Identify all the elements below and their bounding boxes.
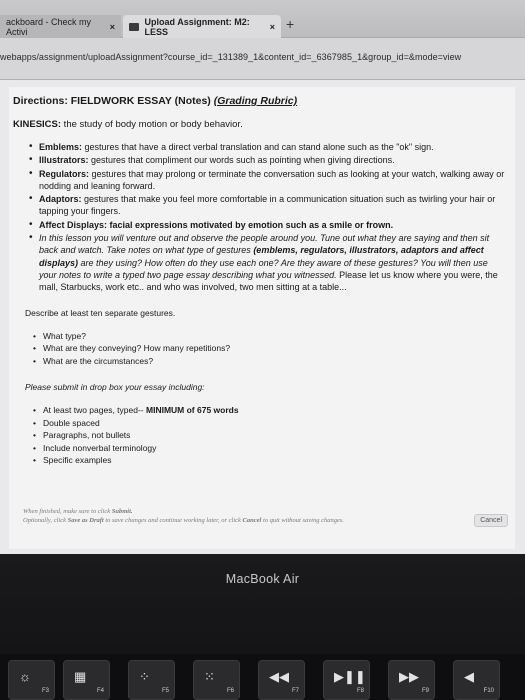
keyboard-light-down-icon: ⁘ (139, 669, 150, 684)
question-list (33, 330, 507, 368)
key-label: F6 (226, 688, 234, 694)
hint-text: When finished, make sure to click (23, 508, 112, 515)
url-text[interactable]: webapps/assignment/uploadAssignment?course_id=_131389_1&content_id=_6367985_1&group_id=&mode=view (0, 52, 462, 62)
key-label: F5 (161, 688, 169, 694)
hint-emphasis: Submit. (111, 508, 133, 515)
rewind-icon: ◀◀ (269, 669, 289, 684)
key-f9[interactable] (388, 660, 435, 700)
list-item: • What are they conveying? How many repetitions? (33, 342, 507, 355)
term: Illustrators: (39, 155, 89, 166)
term: Affect Displays: (39, 219, 108, 230)
address-bar[interactable] (0, 38, 525, 80)
key-label: F8 (356, 688, 364, 694)
list-item: • Include nonverbal terminology (33, 442, 507, 455)
term: Emblems: (39, 142, 83, 152)
list-item (29, 219, 507, 231)
fast-forward-icon: ▶▶ (399, 669, 419, 684)
keyboard-light-up-icon: ⁙ (204, 669, 215, 684)
list-item: • Double spaced (33, 417, 507, 430)
key-label: F10 (483, 688, 494, 694)
list-item: • Specific examples (33, 454, 507, 467)
submit-hint (23, 507, 344, 525)
requirements-list (33, 404, 507, 467)
gesture-categories: (emblems, regulators, illustrators, adaptors and affect displays) (39, 245, 484, 268)
key-f10[interactable] (453, 660, 500, 700)
brand-label: MacBook Air (225, 572, 300, 586)
hint-text: Optionally, click (23, 517, 68, 524)
submission-instruction: Please submit in drop box your essay including: (25, 382, 205, 393)
key-label: F9 (421, 688, 429, 694)
tab-label: Upload Assignment: M2: LESS (144, 16, 250, 37)
hint-text: to quit without saving changes. (261, 517, 345, 524)
cancel-button[interactable]: Cancel (474, 514, 508, 527)
kinesics-definition (13, 119, 507, 130)
list-item-instructions (29, 232, 507, 293)
page-title (13, 95, 507, 107)
gesture-types-list (29, 141, 507, 294)
list-item (33, 404, 507, 417)
mute-icon: ◀ (464, 669, 474, 684)
definition: gestures that make you feel more comfortable in a communication situation such as twirling your hair or tapping your fingers. (39, 194, 496, 217)
term: Adaptors: (39, 194, 82, 205)
requirement-emphasis: MINIMUM of 675 words (146, 405, 239, 416)
list-item (29, 154, 507, 166)
key-f3[interactable] (8, 660, 55, 700)
key-f5[interactable] (128, 660, 175, 700)
tab-label: ackboard - Check my Activi (6, 16, 92, 37)
list-item (29, 141, 507, 153)
new-tab-button[interactable]: + (286, 16, 295, 32)
brightness-icon: ☼ (19, 669, 31, 684)
hint-emphasis: Save as Draft (67, 517, 104, 524)
requirement-text: At least two pages, typed-- (43, 405, 146, 416)
grading-rubric-link[interactable]: (Grading Rubric) (213, 95, 298, 107)
list-item: • What type? (33, 330, 507, 343)
directions-heading: Directions: FIELDWORK ESSAY (Notes) (13, 95, 211, 107)
term: Regulators: (39, 168, 90, 179)
assignment-content (9, 87, 515, 549)
key-f4[interactable] (63, 660, 110, 700)
instructions-text: In this lesson you will venture out and observe the people around you. Tune out what they are saying and then sit back and watch. Take notes on what type of gestures (39, 233, 490, 256)
hint-text: to save changes and continue working later, or click (103, 517, 243, 524)
key-label: F7 (291, 688, 299, 694)
close-tab-icon[interactable]: × (109, 21, 115, 32)
describe-instruction: Describe at least ten separate gestures. (25, 307, 176, 318)
play-pause-icon: ▶❚❚ (334, 669, 366, 684)
keyboard-function-row (0, 654, 525, 700)
hint-emphasis: Cancel (242, 517, 262, 524)
list-item (29, 193, 507, 218)
list-item: • Paragraphs, not bullets (33, 429, 507, 442)
tab-upload-assignment[interactable] (123, 15, 281, 38)
definition: gestures that have a direct verbal translation and can stand alone such as the "ok" sign. (82, 142, 434, 152)
instructions-text: Please let us know where you were, the mall, Starbucks, work etc.. and who was involved, two men sitting at a table... (39, 269, 498, 293)
favicon-icon (129, 23, 139, 31)
laptop-bezel (0, 554, 525, 654)
close-tab-icon[interactable]: × (269, 21, 275, 32)
key-f7[interactable] (258, 660, 305, 700)
browser-tab-strip (0, 0, 525, 38)
list-item (29, 168, 507, 193)
list-item: • What are the circumstances? (33, 355, 507, 368)
tab-blackboard-activity[interactable] (0, 15, 121, 38)
key-f6[interactable] (193, 660, 240, 700)
page-area (0, 80, 525, 554)
definition: gestures that may prolong or terminate the conversation such as looking at your watch, walking away or nodding and leaning forward. (39, 168, 505, 191)
kinesics-text: the study of body motion or body behavior. (61, 119, 243, 130)
key-label: F4 (96, 688, 104, 694)
kinesics-term: KINESICS: (13, 119, 62, 130)
key-label: F3 (41, 688, 49, 694)
definition: gestures that compliment our words such as pointing when giving directions. (88, 155, 395, 166)
key-f8[interactable] (323, 660, 370, 700)
definition: facial expressions motivated by emotion such as a smile or frown. (107, 219, 394, 230)
instructions-text: are they using? How often do they use each one? Are they aware of these gestures? You will then use your notes to write a typed two page essay describing what you witnessed. (39, 257, 488, 280)
launchpad-icon: ▦ (74, 669, 87, 684)
